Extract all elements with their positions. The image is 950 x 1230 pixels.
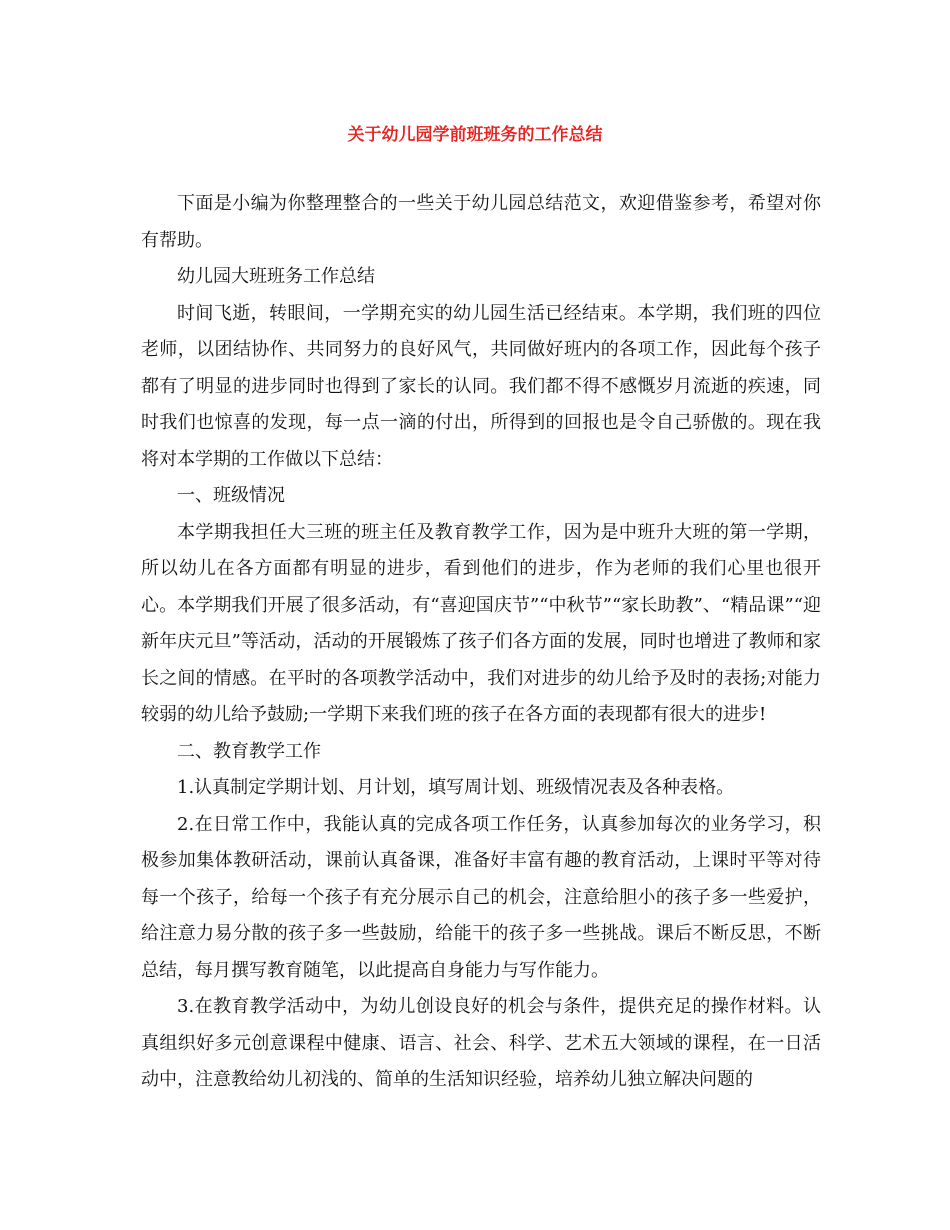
section-heading-teaching-work: 二、教育教学工作 (177, 740, 321, 762)
document-body (141, 186, 821, 1099)
document-title: 关于幼儿园学前班班务的工作总结 (347, 125, 603, 145)
opening-paragraph: 时间飞逝，转眼间，一学期充实的幼儿园生活已经结束。本学期，我们班的四位老师，以团结协作、共同努力的良好风气，共同做好班内的各项工作，因此每个孩子都有了明显的进步同时也得到了家长的认同。我们都不得不感慨岁月流逝的疾速，同时我们也惊喜的发现，每一点一滴的付出，所得到的回报也是令自己骄傲的。现在我将对本学期的工作做以下总结： (141, 302, 821, 470)
class-situation-paragraph: 本学期我担任大三班的班主任及教育教学工作，因为是中班升大班的第一学期，所以幼儿在各方面都有明显的进步，看到他们的进步，作为老师的我们心里也很开心。本学期我们开展了很多活动，有“喜迎国庆节”“中秋节”“家长助教”、“精品课”“迎新年庆元旦”等活动，活动的开展锻炼了孩子们各方面的发展，同时也增进了教师和家长之间的情感。在平时的各项教学活动中，我们对进步的幼儿给予及时的表扬;对能力较弱的幼儿给予鼓励;一学期下来我们班的孩子在各方面的表现都有很大的进步! (141, 521, 821, 725)
teaching-item-1: 1.认真制定学期计划、月计划，填写周计划、班级情况表及各种表格。 (177, 777, 735, 798)
teaching-item-3: 3.在教育教学活动中，为幼儿创设良好的机会与条件，提供充足的操作材料。认真组织好多元创意课程中健康、语言、社会、科学、艺术五大领域的课程，在一日活动中，注意教给幼儿初浅的、简单的生活知识经验，培养幼儿独立解决问题的 (141, 996, 821, 1090)
section-heading-class-situation: 一、班级情况 (177, 485, 285, 506)
teaching-item-2: 2.在日常工作中，我能认真的完成各项工作任务，认真参加每次的业务学习，积极参加集体教研活动，课前认真备课，准备好丰富有趣的教育活动，上课时平等对待每一个孩子，给每一个孩子有充分展示自己的机会，注意给胆小的孩子多一些爱护，给注意力易分散的孩子多一些鼓励，给能干的孩子多一些挑战。课后不断反思，不断总结，每月撰写教育随笔，以此提高自身能力与写作能力。 (141, 813, 821, 981)
intro-paragraph: 下面是小编为你整理整合的一些关于幼儿园总结范文，欢迎借鉴参考，希望对你有帮助。 (141, 193, 821, 251)
section-heading-summary: 幼儿园大班班务工作总结 (177, 266, 375, 287)
